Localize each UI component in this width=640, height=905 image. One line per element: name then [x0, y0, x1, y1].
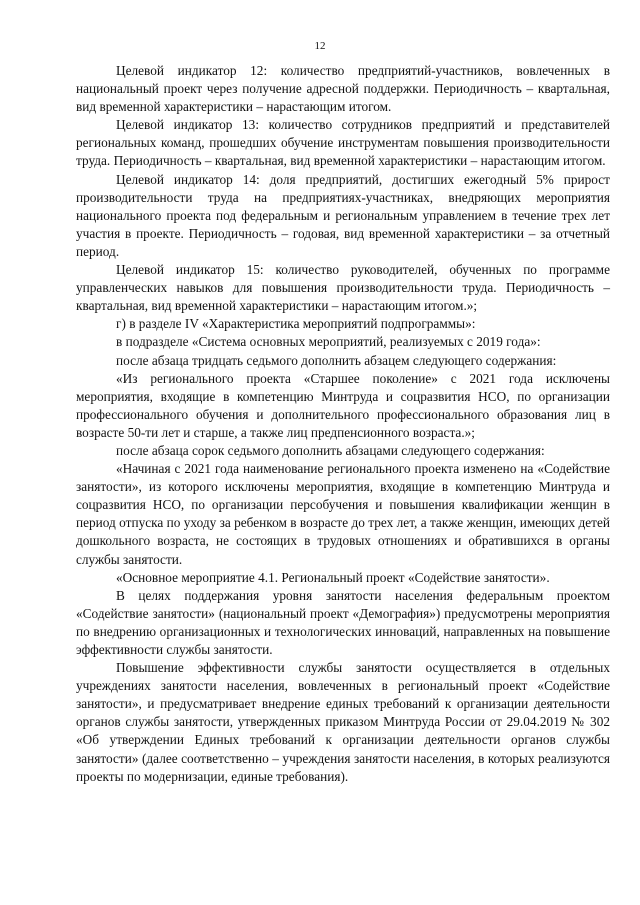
page-number: 12 — [314, 40, 326, 52]
paragraph-project-renamed: «Начиная с 2021 года наименование регионального проекта изменено на «Содействие занятости», из которого исключены мероприятия, входящие в компетенцию Минтруда и соцразвития НСО, по организации персобучения и повышения квалификации женщин в период отпуска по уходу за ребенком в возрасте до трех лет, а также женщин, имеющих детей дошкольного возраста, не состоящих в трудовых отношениях и обратившихся в органы службы занятости. — [76, 461, 610, 567]
paragraph-indicator-14: Целевой индикатор 14: доля предприятий, достигших ежегодный 5% прирост производительности труда на предприятиях-участниках, внедряющих мероприятия национального проекта под федеральным и региональным управлением в течение трех лет участия в проекте. Периодичность – годовая, вид временной характеристики – за отчетный период. — [76, 171, 610, 259]
paragraph-federal-project: В целях поддержания уровня занятости населения федеральным проектом «Содействие занятости» (национальный проект «Демография») предусмотрены мероприятия по внедрению организационных и технологических инноваций, направленных на повышение эффективности службы занятости. — [76, 587, 610, 657]
paragraph-indicator-12: Целевой индикатор 12: количество предприятий-участников, вовлеченных в национальный проект через получение адресной поддержки. Периодичность – квартальная, вид временной характеристики – нарастающим итогом. — [76, 63, 610, 115]
paragraph-efficiency: Повышение эффективности службы занятости осуществляется в отдельных учреждениях занятости населения, вовлеченных в региональный проект «Содействие занятости», и предусматривает внедрение единых требований к организации деятельности органов службы занятости, утвержденных приказом Минтруда России от 29.04.2019 № 302 «Об утверждении Единых требований к организации деятельности органов службы занятости» (далее соответственно – учреждения занятости населения, в которых реализуются проекты по модернизации, единые требования). — [76, 660, 610, 784]
paragraph-after-37: после абзаца тридцать седьмого дополнить абзацем следующего содержания: — [116, 352, 557, 368]
paragraph-older-generation: «Из регионального проекта «Старшее поколение» с 2021 года исключены мероприятия, входящие в компетенцию Минтруда и соцразвития НСО, по организации профессионального обучения и дополнительного профессионального образования лиц в возрасте 50-ти лет и старше, а также лиц предпенсионного возраста.»; — [76, 370, 610, 440]
paragraph-indicator-13: Целевой индикатор 13: количество сотрудников предприятий и представителей региональных команд, прошедших обучение инструментам повышения производительности труда. Периодичность – квартальная, вид временной характеристики – нарастающим итогом. — [76, 117, 610, 169]
paragraph-after-47: после абзаца сорок седьмого дополнить абзацами следующего содержания: — [116, 442, 545, 458]
paragraph-main-activity-4-1: «Основное мероприятие 4.1. Региональный проект «Содействие занятости». — [116, 569, 550, 585]
paragraph-section-iv: г) в разделе IV «Характеристика мероприятий подпрограммы»: — [116, 316, 476, 332]
paragraph-indicator-15: Целевой индикатор 15: количество руководителей, обученных по программе управленческих навыков для повышения производительности труда. Периодичность – квартальная, вид временной характеристики – нарастающим итогом.»; — [76, 262, 610, 314]
document-body — [76, 62, 610, 786]
paragraph-subsection: в подразделе «Система основных мероприятий, реализуемых с 2019 года»: — [116, 334, 541, 350]
